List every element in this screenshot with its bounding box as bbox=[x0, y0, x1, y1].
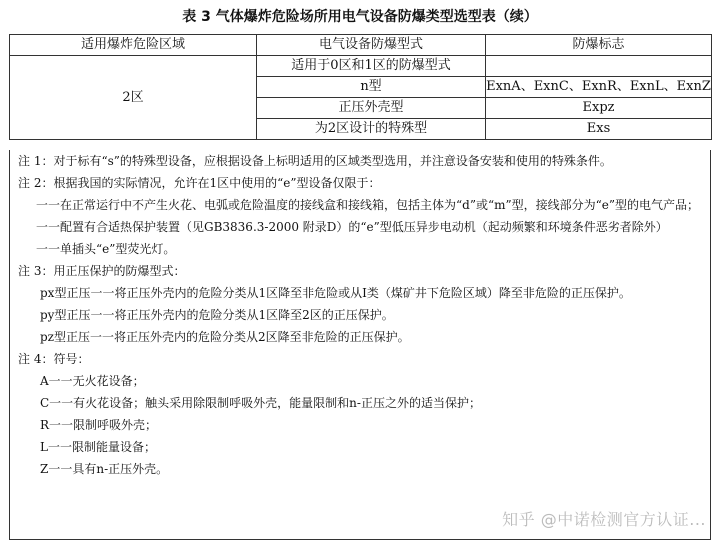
type-cell: n型 bbox=[257, 77, 486, 98]
mark-cell: Exs bbox=[486, 119, 712, 140]
mark-cell: Expz bbox=[486, 98, 712, 119]
header-zone: 适用爆炸危险区域 bbox=[10, 35, 257, 56]
notes-section bbox=[9, 150, 711, 540]
type-cell: 适用于0区和1区的防爆型式 bbox=[257, 56, 486, 77]
table-header-row bbox=[10, 35, 712, 56]
note-2: 注 2：根据我国的实际情况，允许在1区中使用的“e”型设备仅限于： bbox=[18, 176, 381, 190]
note-3: 注 3：用正压保护的防爆型式： bbox=[18, 264, 186, 278]
header-type: 电气设备防爆型式 bbox=[257, 35, 486, 56]
type-cell: 正压外壳型 bbox=[257, 98, 486, 119]
note-4-item: R一一限制呼吸外壳； bbox=[40, 418, 158, 432]
type-cell: 为2区设计的特殊型 bbox=[257, 119, 486, 140]
watermark: 知乎 @中诺检测官方认证... bbox=[502, 510, 706, 529]
note-4-item: C一一有火花设备；触头采用除限制呼吸外壳，能量限制和n-正压之外的适当保护； bbox=[40, 396, 481, 410]
note-4: 注 4：符号： bbox=[18, 352, 90, 366]
note-1: 注 1：对于标有“s”的特殊型设备，应根据设备上标明适用的区域类型选用，并注意设备安装和使用的特殊条件。 bbox=[18, 154, 612, 168]
note-3-item: py型正压一一将正压外壳内的危险分类从1区降至2区的正压保护。 bbox=[40, 308, 394, 322]
note-3-item: pz型正压一一将正压外壳内的危险分类从2区降至非危险的正压保护。 bbox=[40, 330, 410, 344]
note-2-item: 一一配置有合适热保护装置（见GB3836.3-2000 附录D）的“e”型低压异步电动机（起动频繁和环境条件恶劣者除外） bbox=[36, 220, 668, 234]
table-row bbox=[10, 56, 712, 77]
note-4-item: A一一无火花设备； bbox=[40, 374, 145, 388]
note-2-item: 一一在正常运行中不产生火花、电弧或危险温度的接线盒和接线箱，包括主体为“d”或“m”型，接线部分为“e”型的电气产品； bbox=[36, 198, 699, 212]
explosion-protection-table bbox=[9, 34, 712, 140]
mark-cell bbox=[486, 56, 712, 77]
header-mark: 防爆标志 bbox=[486, 35, 712, 56]
table-title: 表 3 气体爆炸危险场所用电气设备防爆类型选型表（续） bbox=[182, 9, 538, 25]
mark-cell: ExnA、ExnC、ExnR、ExnL、ExnZ bbox=[486, 77, 712, 98]
note-4-item: L一一限制能量设备； bbox=[40, 440, 156, 454]
zone-cell: 2区 bbox=[10, 56, 257, 140]
note-2-item: 一一单插头“e”型荧光灯。 bbox=[36, 242, 176, 256]
note-4-item: Z一一具有n-正压外壳。 bbox=[40, 462, 169, 476]
note-3-item: px型正压一一将正压外壳内的危险分类从1区降至非危险或从I类（煤矿井下危险区域）降至非危险的正压保护。 bbox=[40, 286, 631, 300]
